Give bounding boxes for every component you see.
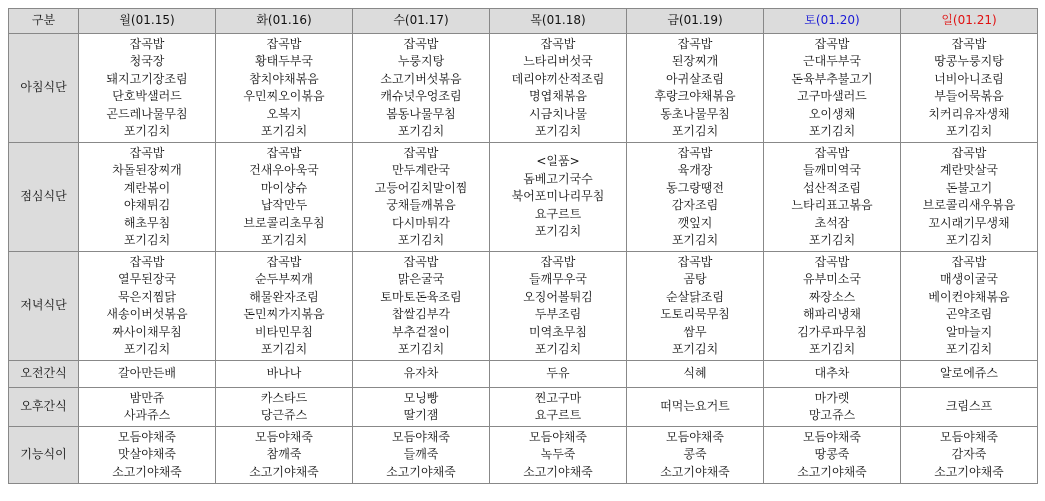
menu-cell (490, 34, 627, 143)
meal-row-label: 오후간식 (9, 388, 79, 427)
menu-item: 황태두부국 (255, 54, 313, 68)
menu-item: 후랑크야채볶음 (654, 89, 736, 103)
menu-item: 잡곡밥 (677, 36, 713, 51)
menu-item: 모듬야채죽 (940, 429, 998, 444)
menu-item: 열무된장국 (118, 272, 176, 286)
menu-item: 잡곡밥 (403, 254, 439, 269)
menu-cell (79, 252, 216, 361)
menu-item: 딸기잼 (403, 408, 439, 422)
menu-item: <일품> (536, 154, 580, 169)
menu-item: 요구르트 (534, 206, 582, 221)
menu-item: 곤드레나물무침 (106, 106, 188, 121)
menu-item: 돈육부추불고기 (791, 71, 873, 86)
menu-item: 묵은지찜닭 (118, 289, 176, 304)
menu-item: 참치야채볶음 (249, 71, 319, 86)
day-header: 금(01.19) (627, 9, 764, 34)
meal-row-label: 오전간식 (9, 361, 79, 388)
menu-item: 당근쥬스 (260, 408, 308, 422)
menu-item: 근대두부국 (803, 54, 861, 68)
menu-cell (353, 388, 490, 427)
menu-item: 건새우아욱국 (249, 163, 319, 177)
menu-cell (79, 427, 216, 484)
menu-item: 소고기야채죽 (249, 464, 319, 479)
menu-item: 마가렛 (814, 390, 850, 405)
menu-cell (79, 361, 216, 388)
menu-item: 잡곡밥 (403, 36, 439, 51)
menu-item: 누룽지탕 (397, 54, 445, 68)
menu-item: 아귀살조림 (666, 71, 724, 86)
menu-item: 모듬야채죽 (255, 429, 313, 444)
menu-cell (901, 252, 1038, 361)
menu-item: 육개장 (677, 163, 713, 177)
menu-cell (901, 361, 1038, 388)
menu-cell (490, 143, 627, 252)
menu-item: 만두계란국 (392, 163, 450, 177)
menu-cell (764, 252, 901, 361)
menu-item: 된장찌개 (671, 54, 719, 68)
menu-item: 비타민무침 (255, 324, 313, 339)
menu-item: 대추차 (814, 366, 850, 381)
menu-item: 잡곡밥 (951, 145, 987, 160)
menu-cell (764, 143, 901, 252)
menu-item: 맛살야채죽 (118, 447, 176, 462)
menu-item: 모듬야채죽 (118, 429, 176, 444)
menu-cell (627, 34, 764, 143)
menu-item: 땅콩죽 (814, 447, 850, 462)
menu-item: 잡곡밥 (677, 145, 713, 160)
menu-item: 소고기야채죽 (660, 464, 730, 479)
menu-cell (216, 34, 353, 143)
menu-item: 오복지 (266, 106, 302, 121)
menu-item: 포기김치 (397, 233, 445, 247)
menu-cell (901, 143, 1038, 252)
menu-item: 포기김치 (123, 124, 171, 138)
menu-item: 들깨미역국 (803, 163, 861, 177)
meal-row (9, 252, 1038, 361)
menu-item: 포기김치 (945, 342, 993, 356)
menu-item: 망고쥬스 (808, 408, 856, 422)
menu-cell (627, 388, 764, 427)
menu-item: 크림스프 (945, 399, 993, 414)
meal-row-label: 기능식이 (9, 427, 79, 484)
menu-item: 순살닭조림 (666, 289, 724, 304)
menu-item: 브로콜리초무침 (243, 215, 325, 230)
menu-item: 고구마샐러드 (797, 89, 867, 103)
menu-item: 바나나 (266, 366, 302, 381)
menu-cell (490, 361, 627, 388)
menu-item: 베이컨야채볶음 (928, 289, 1010, 304)
meal-row (9, 361, 1038, 388)
menu-cell (764, 388, 901, 427)
menu-item: 포기김치 (260, 233, 308, 247)
menu-item: 동그랑땡전 (666, 180, 724, 195)
menu-item: 알마늘지 (945, 324, 993, 339)
menu-item: 요구르트 (534, 408, 582, 422)
menu-item: 궁채들깨볶음 (386, 198, 456, 212)
menu-cell (353, 143, 490, 252)
menu-item: 알로에쥬스 (940, 366, 998, 381)
menu-item: 계란볶이 (123, 180, 171, 195)
menu-cell (627, 143, 764, 252)
menu-item: 포기김치 (534, 342, 582, 356)
menu-item: 오이생채 (808, 106, 856, 121)
menu-item: 짜장소스 (808, 289, 856, 304)
menu-item: 포기김치 (397, 342, 445, 356)
menu-item: 마이샹슈 (260, 180, 308, 195)
table-body (9, 34, 1038, 484)
menu-item: 찐고구마 (534, 390, 582, 405)
menu-item: 잡곡밥 (266, 254, 302, 269)
weekly-meal-table (8, 8, 1038, 484)
meal-row (9, 427, 1038, 484)
day-header: 월(01.15) (79, 9, 216, 34)
menu-item: 명엽채볶음 (529, 89, 587, 103)
menu-item: 포기김치 (808, 124, 856, 138)
menu-item: 포기김치 (397, 124, 445, 138)
menu-cell (901, 427, 1038, 484)
menu-cell (901, 388, 1038, 427)
menu-cell (216, 388, 353, 427)
menu-item: 부추겉절이 (392, 324, 450, 339)
menu-item: 고등어김치말이찜 (374, 180, 468, 195)
day-header: 토(01.20) (764, 9, 901, 34)
menu-item: 브로콜리새우볶음 (922, 198, 1016, 212)
menu-item: 잡곡밥 (403, 145, 439, 160)
menu-item: 돈민찌가지볶음 (243, 307, 325, 321)
menu-item: 캐슈넛우엉조림 (380, 89, 462, 103)
menu-item: 포기김치 (260, 124, 308, 138)
menu-item: 치커리유자생채 (928, 106, 1010, 121)
menu-item: 초석잠 (814, 215, 850, 230)
menu-item: 잡곡밥 (540, 36, 576, 51)
menu-item: 다시마튀각 (392, 215, 450, 230)
day-header: 수(01.17) (353, 9, 490, 34)
menu-item: 포기김치 (808, 342, 856, 356)
menu-item: 소고기야채죽 (523, 464, 593, 479)
menu-item: 두유 (546, 366, 570, 381)
menu-item: 사과쥬스 (123, 408, 171, 422)
menu-item: 모닝빵 (403, 390, 439, 405)
menu-item: 매생이굴국 (940, 272, 998, 286)
menu-item: 포기김치 (671, 342, 719, 356)
menu-item: 포기김치 (945, 124, 993, 138)
menu-item: 두부조림 (534, 307, 582, 321)
menu-item: 섭산적조림 (803, 180, 861, 195)
menu-item: 납작만두 (260, 198, 308, 212)
menu-item: 모듬야채죽 (529, 429, 587, 444)
menu-item: 잡곡밥 (129, 254, 165, 269)
menu-item: 차돌된장찌개 (112, 163, 182, 177)
menu-item: 잡곡밥 (266, 145, 302, 160)
menu-item: 식혜 (683, 366, 707, 381)
menu-item: 포기김치 (671, 233, 719, 247)
menu-item: 돼지고기장조림 (106, 71, 188, 86)
menu-cell (764, 361, 901, 388)
menu-item: 모듬야채죽 (803, 429, 861, 444)
menu-item: 콩죽 (683, 447, 707, 462)
menu-item: 깻잎지 (677, 215, 713, 230)
menu-item: 잡곡밥 (129, 36, 165, 51)
menu-item: 단호박샐러드 (112, 89, 182, 103)
menu-item: 해물완자조림 (249, 289, 319, 304)
menu-item: 잡곡밥 (814, 145, 850, 160)
menu-item: 포기김치 (123, 342, 171, 356)
meal-row (9, 34, 1038, 143)
menu-cell (216, 427, 353, 484)
menu-item: 소고기야채죽 (112, 464, 182, 479)
menu-item: 새송이버섯볶음 (106, 307, 188, 321)
menu-cell (764, 34, 901, 143)
menu-item: 유부미소국 (803, 272, 861, 286)
menu-item: 떠먹는요거트 (660, 399, 730, 414)
menu-cell (79, 143, 216, 252)
menu-item: 소고기버섯볶음 (380, 71, 462, 86)
menu-cell (901, 34, 1038, 143)
menu-item: 김가루파무침 (797, 324, 867, 339)
menu-item: 곰탕 (683, 272, 707, 286)
menu-item: 참깨죽 (266, 447, 302, 462)
menu-cell (627, 427, 764, 484)
menu-item: 포기김치 (260, 342, 308, 356)
meal-row-label: 저녁식단 (9, 252, 79, 361)
menu-item: 꼬시래기무생채 (928, 215, 1010, 230)
menu-item: 잡곡밥 (814, 254, 850, 269)
menu-cell (353, 252, 490, 361)
menu-item: 포기김치 (123, 233, 171, 247)
menu-item: 잡곡밥 (951, 36, 987, 51)
menu-item: 돈불고기 (945, 180, 993, 195)
menu-cell (216, 252, 353, 361)
menu-cell (353, 427, 490, 484)
menu-cell (490, 388, 627, 427)
menu-cell (216, 143, 353, 252)
menu-item: 포기김치 (945, 233, 993, 247)
menu-item: 짜사이채무침 (112, 324, 182, 339)
menu-item: 순두부찌개 (255, 272, 313, 286)
menu-item: 쌈무 (683, 324, 707, 339)
menu-item: 우민찌오이볶음 (243, 89, 325, 103)
day-header: 목(01.18) (490, 9, 627, 34)
menu-item: 시금치나물 (529, 106, 587, 121)
menu-cell (79, 388, 216, 427)
menu-item: 소고기야채죽 (934, 464, 1004, 479)
menu-item: 곤약조림 (945, 307, 993, 321)
menu-item: 오징어볼튀김 (523, 289, 593, 304)
meal-row (9, 143, 1038, 252)
menu-item: 돔베고기국수 (523, 171, 593, 186)
meal-row (9, 388, 1038, 427)
table-header (9, 9, 1038, 34)
menu-item: 모듬야채죽 (666, 429, 724, 444)
menu-item: 봄동나물무침 (386, 106, 456, 121)
menu-item: 포기김치 (671, 124, 719, 138)
menu-item: 토마토돈육조림 (380, 289, 462, 304)
menu-item: 청국장 (129, 54, 165, 68)
menu-item: 동초나물무침 (660, 106, 730, 121)
day-header: 화(01.16) (216, 9, 353, 34)
menu-item: 부들어묵볶음 (934, 89, 1004, 103)
menu-item: 야채튀김 (123, 198, 171, 212)
menu-item: 잡곡밥 (677, 254, 713, 269)
menu-item: 갈아만든배 (118, 366, 176, 381)
menu-item: 땅콩누룽지탕 (934, 54, 1004, 68)
menu-item: 맑은굴국 (397, 272, 445, 286)
menu-item: 계란맛살국 (940, 163, 998, 177)
menu-item: 소고기야채죽 (386, 464, 456, 479)
menu-item: 너비아니조림 (934, 71, 1004, 86)
menu-item: 도토리묵무침 (660, 307, 730, 321)
menu-item: 찹쌀김부각 (392, 307, 450, 321)
menu-item: 해초무침 (123, 215, 171, 230)
menu-item: 잡곡밥 (814, 36, 850, 51)
menu-item: 잡곡밥 (129, 145, 165, 160)
menu-item: 포기김치 (808, 233, 856, 247)
menu-item: 들깨무우국 (529, 272, 587, 286)
menu-cell (627, 252, 764, 361)
menu-item: 해파리냉채 (803, 307, 861, 321)
menu-item: 소고기야채죽 (797, 464, 867, 479)
menu-cell (216, 361, 353, 388)
menu-cell (79, 34, 216, 143)
menu-item: 카스타드 (260, 390, 308, 405)
menu-item: 잡곡밥 (266, 36, 302, 51)
meal-row-label: 점심식단 (9, 143, 79, 252)
menu-item: 데리야끼산적조림 (511, 71, 605, 86)
menu-item: 북어포미나리무침 (511, 189, 605, 204)
menu-item: 밤만쥬 (129, 390, 165, 405)
menu-item: 감자조림 (671, 198, 719, 212)
menu-item: 느타리버섯국 (523, 54, 593, 68)
menu-item: 감자죽 (951, 447, 987, 462)
menu-item: 잡곡밥 (951, 254, 987, 269)
menu-cell (353, 34, 490, 143)
meal-row-label: 아침식단 (9, 34, 79, 143)
menu-item: 모듬야채죽 (392, 429, 450, 444)
menu-item: 미역초무침 (529, 324, 587, 339)
menu-item: 들깨죽 (403, 447, 439, 462)
menu-item: 유자차 (403, 366, 439, 381)
menu-item: 느타리표고볶음 (791, 198, 873, 212)
menu-item: 포기김치 (534, 224, 582, 239)
menu-cell (490, 252, 627, 361)
corner-header: 구분 (9, 9, 79, 34)
menu-cell (490, 427, 627, 484)
menu-item: 포기김치 (534, 124, 582, 138)
menu-item: 잡곡밥 (540, 254, 576, 269)
day-header: 일(01.21) (901, 9, 1038, 34)
menu-cell (353, 361, 490, 388)
menu-cell (764, 427, 901, 484)
menu-item: 녹두죽 (540, 447, 576, 462)
menu-cell (627, 361, 764, 388)
